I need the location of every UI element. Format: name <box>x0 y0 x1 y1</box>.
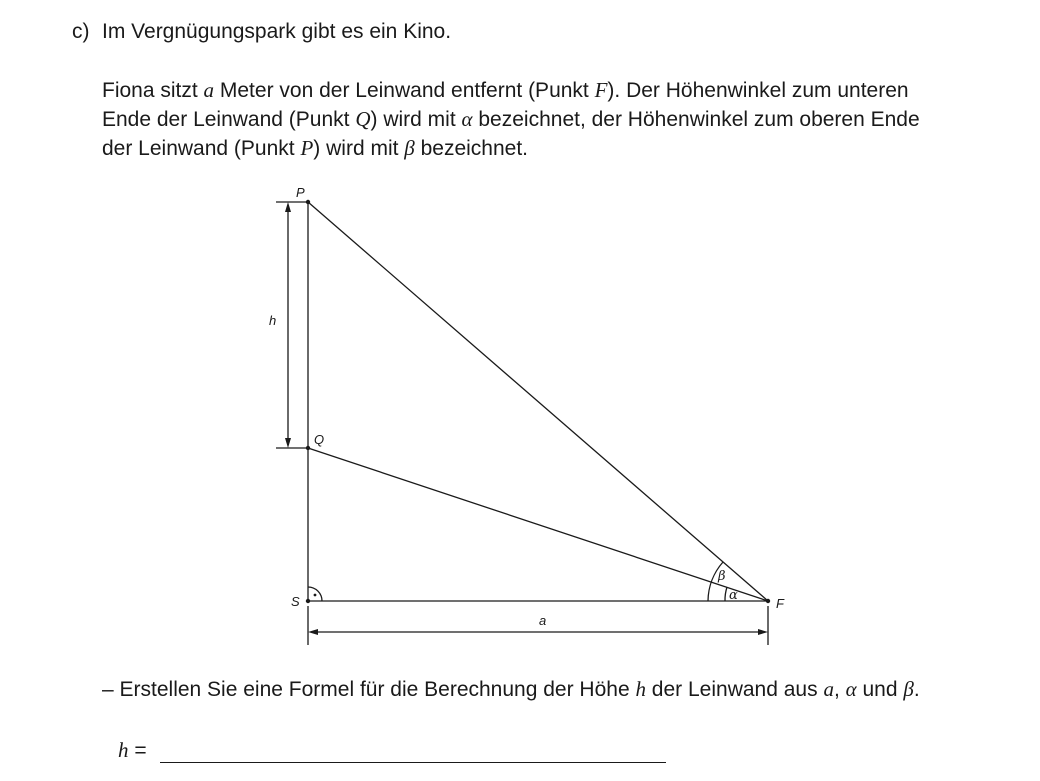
task-text: . <box>913 678 920 701</box>
para-text: bezeichnet, der Höhenwinkel zum oberen Ende <box>472 108 920 131</box>
point-P-marker <box>306 200 310 204</box>
answer-equals: = <box>128 739 147 762</box>
beta-symbol: β <box>903 677 914 701</box>
task-text: , <box>833 678 846 701</box>
var-a: a <box>823 677 834 701</box>
para-text: bezeichnet. <box>414 137 529 160</box>
point-S-marker <box>306 599 310 603</box>
para-text: ). Der Höhenwinkel zum unteren <box>607 79 909 102</box>
label-h: h <box>269 313 277 328</box>
answer-var-h: h <box>118 738 129 762</box>
label-P: P <box>296 185 305 200</box>
label-Q: Q <box>314 432 325 447</box>
beta-symbol: β <box>404 136 415 160</box>
label-alpha: α <box>729 588 738 603</box>
point-F-marker <box>766 599 770 603</box>
para-text: Fiona sitzt <box>102 79 204 102</box>
right-angle-dot <box>314 594 317 597</box>
label-F: F <box>776 596 784 611</box>
point-Q: Q <box>355 107 371 131</box>
para-text: Ende der Leinwand (Punkt <box>102 108 356 131</box>
alpha-symbol: α <box>845 677 857 701</box>
a-arrow-left <box>308 629 318 635</box>
answer-blank-line[interactable] <box>160 762 666 763</box>
a-arrow-right <box>758 629 768 635</box>
h-arrow-top <box>285 202 291 212</box>
task-text: – Erstellen Sie eine Formel für die Berechnung der Höhe <box>102 678 636 701</box>
answer-label <box>118 738 147 763</box>
point-P: P <box>300 136 314 160</box>
sight-line-P <box>308 202 768 601</box>
sight-line-Q <box>308 448 768 601</box>
h-arrow-bottom <box>285 438 291 448</box>
var-h: h <box>635 677 646 701</box>
intro-text: Im Vergnügungspark gibt es ein Kino. <box>102 20 452 43</box>
label-S: S <box>291 594 300 609</box>
para-text: Meter von der Leinwand entfernt (Punkt <box>214 79 595 102</box>
label-a: a <box>539 613 547 628</box>
para-text: ) wird mit <box>370 108 462 131</box>
task-text: und <box>856 678 904 701</box>
task-text: der Leinwand aus <box>645 678 824 701</box>
label-beta: β <box>718 569 726 584</box>
para-text: der Leinwand (Punkt <box>102 137 301 160</box>
para-text: ) wird mit <box>313 137 405 160</box>
point-Q-marker <box>306 446 310 450</box>
task-instruction <box>102 677 920 702</box>
point-F: F <box>594 78 608 102</box>
alpha-arc <box>725 587 727 601</box>
var-a: a <box>203 78 215 102</box>
part-label: c) <box>72 20 90 43</box>
alpha-symbol: α <box>461 107 473 131</box>
